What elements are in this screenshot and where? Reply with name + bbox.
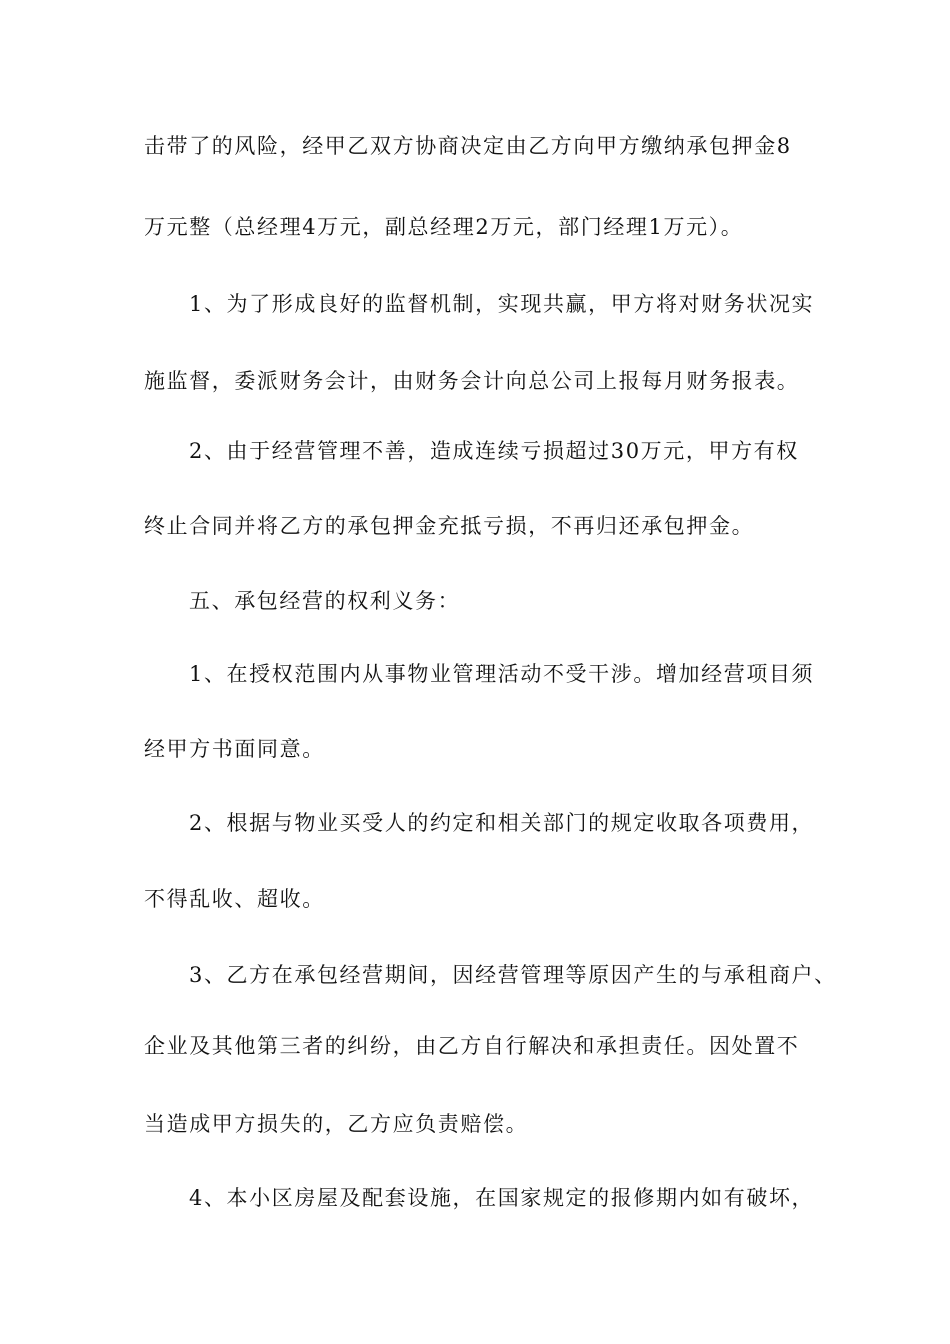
paragraph-line: 1、在授权范围内从事物业管理活动不受干涉。增加经营项目须 [189, 662, 815, 686]
paragraph-line: 不得乱收、超收。 [144, 887, 325, 911]
paragraph-line: 当造成甲方损失的，乙方应负责赔偿。 [144, 1112, 529, 1136]
section-heading: 五、承包经营的权利义务： [189, 589, 461, 613]
paragraph-line: 2、根据与物业买受人的约定和相关部门的规定收取各项费用， [189, 811, 815, 835]
paragraph-line: 2、由于经营管理不善，造成连续亏损超过30万元，甲方有权 [189, 439, 799, 463]
paragraph-line: 1、为了形成良好的监督机制，实现共赢，甲方将对财务状况实 [189, 292, 815, 316]
paragraph-line: 4、本小区房屋及配套设施，在国家规定的报修期内如有破坏， [189, 1186, 815, 1210]
paragraph-line: 3、乙方在承包经营期间，因经营管理等原因产生的与承租商户、 [189, 963, 837, 987]
paragraph-line: 经甲方书面同意。 [144, 737, 325, 761]
paragraph-line: 终止合同并将乙方的承包押金充抵亏损，不再归还承包押金。 [144, 514, 755, 538]
paragraph-line: 施监督，委派财务会计，由财务会计向总公司上报每月财务报表。 [144, 369, 800, 393]
paragraph-line: 击带了的风险，经甲乙双方协商决定由乙方向甲方缴纳承包押金8 [144, 134, 792, 158]
paragraph-line: 万元整（总经理4万元，副总经理2万元，部门经理1万元）。 [144, 215, 744, 239]
paragraph-line: 企业及其他第三者的纠纷，由乙方自行解决和承担责任。因处置不 [144, 1034, 800, 1058]
